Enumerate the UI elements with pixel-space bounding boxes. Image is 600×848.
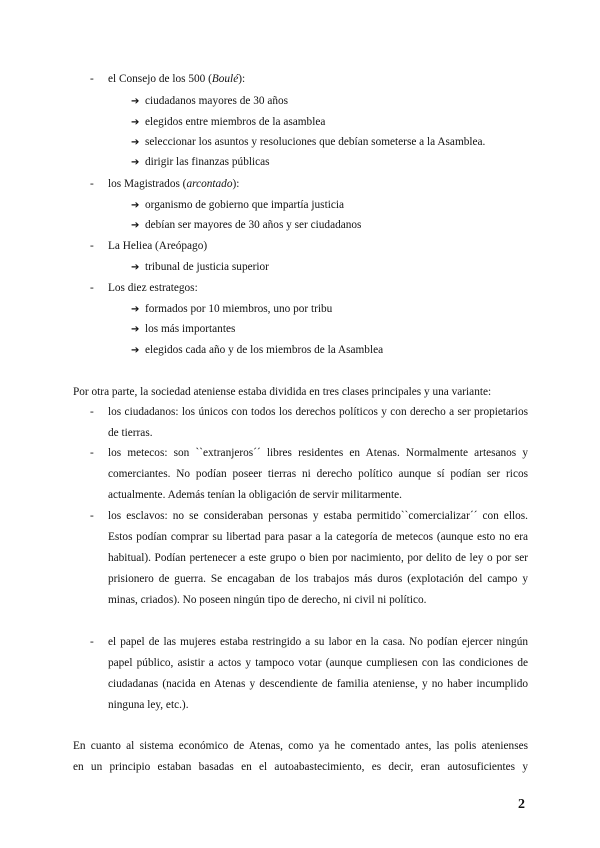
sub-item: ➔ formados por 10 miembros, uno por tribu (131, 303, 333, 315)
bullet-dash: - (90, 510, 94, 522)
arrow-right-icon: ➔ (131, 117, 140, 128)
sub-item: ➔ elegidos entre miembros de la asamblea (131, 116, 326, 128)
sub-item: ➔ ciudadanos mayores de 30 años (131, 95, 289, 107)
sub-item: ➔ tribunal de justicia superior (131, 261, 269, 273)
closing-line: en un principio estaban basadas en el autoabastecimiento, es decir, eran autosuficientes y (73, 761, 528, 773)
bullet-dash: - (90, 282, 94, 294)
bullet-dash: - (90, 178, 94, 190)
arrow-right-icon: ➔ (131, 324, 140, 335)
closing-line: En cuanto al sistema económico de Atenas, como ya he comentado antes, las polis atenienses (73, 740, 528, 752)
outline-item-estrategos: Los diez estrategos: (108, 282, 198, 294)
class-item-esclavos: los esclavos: no se consideraban personas y estaba permitido``comercializar´´ con ellos. Estos podían comprar su libertad para pasar a la categoría de metecos (aunque esto no era habitual). Podían pertenecer a este grupo o bien por nacimiento, por delito de ley o por ser prisionero de guerra. Se encagaban de los trabajos más duros (explotación del campo y minas, criados). No poseen ningún tipo de derecho, ni civil ni político. (108, 510, 528, 606)
class-item-mujeres: el papel de las mujeres estaba restringido a su labor en la casa. No podían ejercer ningún papel público, asistir a actos y tampoco votar (aunque cumpliesen con las condiciones de ciudadanas (nacida en Atenas y descendiente de familia ateniense, y no haber incumplido ninguna ley, etc.). (108, 636, 528, 711)
class-item-ciudadanos: los ciudadanos: los únicos con todos los derechos políticos y con derecho a ser propietarios de tierras. (108, 406, 528, 439)
outline-item-heliea: La Heliea (Areópago) (108, 240, 208, 252)
page-number: 2 (518, 797, 525, 812)
bullet-dash: - (90, 447, 94, 459)
arrow-right-icon: ➔ (131, 96, 140, 107)
sub-item: ➔ seleccionar los asuntos y resoluciones que debían someterse a la Asamblea. (131, 136, 486, 148)
bullet-dash: - (90, 406, 94, 418)
sub-item: ➔ elegidos cada año y de los miembros de la Asamblea (131, 344, 384, 356)
arrow-right-icon: ➔ (131, 304, 140, 315)
sub-item: ➔ los más importantes (131, 323, 236, 335)
sub-item: ➔ debían ser mayores de 30 años y ser ciudadanos (131, 219, 362, 231)
arrow-right-icon: ➔ (131, 137, 140, 148)
sub-item: ➔ organismo de gobierno que impartía justicia (131, 199, 345, 211)
arrow-right-icon: ➔ (131, 345, 140, 356)
arrow-right-icon: ➔ (131, 262, 140, 273)
arrow-right-icon: ➔ (131, 220, 140, 231)
sub-item: ➔ dirigir las finanzas públicas (131, 156, 270, 168)
outline-item-boule: el Consejo de los 500 (Boulé): (108, 73, 246, 85)
intro-paragraph: Por otra parte, la sociedad ateniense estaba dividida en tres clases principales y una variante: (73, 386, 492, 398)
arrow-right-icon: ➔ (131, 200, 140, 211)
arrow-right-icon: ➔ (131, 157, 140, 168)
outline-item-magistrados: los Magistrados (arcontado): (108, 178, 240, 190)
class-item-metecos: los metecos: son ``extranjeros´´ libres residentes en Atenas. Normalmente artesanos y comerciantes. No podían poseer tierras ni derecho político aunque sí podían ser ricos actualmente. Además tenían la obligación de servir militarmente. (108, 447, 528, 501)
bullet-dash: - (90, 73, 94, 85)
bullet-dash: - (90, 636, 94, 648)
bullet-dash: - (90, 240, 94, 252)
